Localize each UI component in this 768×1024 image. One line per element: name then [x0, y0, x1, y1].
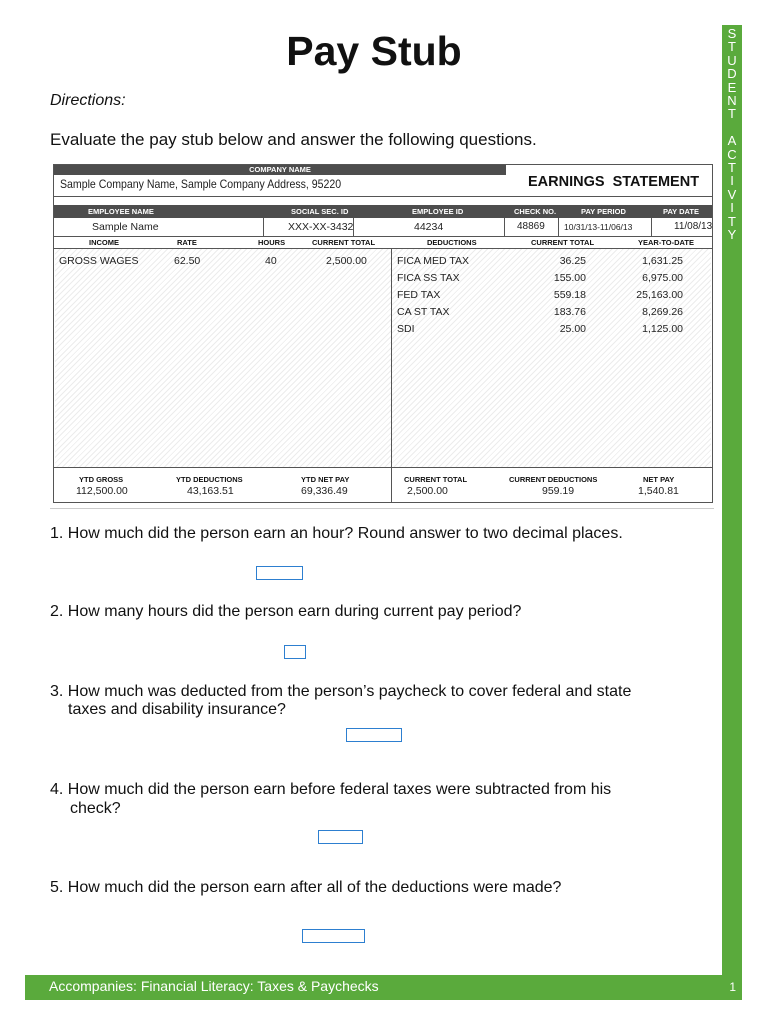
- check-no-header: CHECK NO.: [514, 207, 557, 216]
- deduction-name: CA ST TAX: [397, 306, 450, 318]
- deduction-ytd: 6,975.00: [642, 272, 683, 284]
- rate-header: RATE: [177, 238, 197, 247]
- deduction-ytd: 8,269.26: [642, 306, 683, 318]
- columns-header-row: [54, 237, 712, 248]
- pay-period-header: PAY PERIOD: [581, 207, 626, 216]
- ytd-deductions-label: YTD DEDUCTIONS: [176, 475, 243, 484]
- income-label: GROSS WAGES: [59, 255, 139, 267]
- divider: [50, 508, 714, 509]
- question-4-continued: check?: [70, 800, 121, 817]
- check-no-value: 48869: [517, 221, 545, 232]
- deductions-panel: [392, 249, 711, 467]
- current-deductions-value: 959.19: [542, 485, 575, 497]
- question-3-continued: taxes and disability insurance?: [68, 701, 286, 718]
- intro-text: Evaluate the pay stub below and answer the following questions.: [50, 130, 537, 149]
- deduction-current: 155.00: [553, 272, 586, 284]
- income-header: INCOME: [89, 238, 119, 247]
- net-pay-label: NET PAY: [643, 475, 675, 484]
- answer-box-5[interactable]: [302, 929, 365, 943]
- deduction-row: [392, 255, 711, 271]
- income-rate: 62.50: [174, 255, 201, 267]
- deductions-current-total-header: CURRENT TOTAL: [531, 238, 595, 247]
- pay-date-header: PAY DATE: [663, 207, 699, 216]
- deduction-name: FICA MED TAX: [397, 255, 469, 267]
- page-number: 1: [729, 980, 736, 994]
- current-deductions-label: CURRENT DEDUCTIONS: [509, 475, 598, 484]
- deduction-ytd: 1,631.25: [642, 255, 683, 267]
- ssn-value: XXX-XX-3432: [288, 221, 354, 233]
- deduction-name: FICA SS TAX: [397, 272, 460, 284]
- employee-id-value: 44234: [414, 221, 444, 233]
- page-title: Pay Stub: [286, 28, 462, 74]
- income-current-total-header: CURRENT TOTAL: [312, 238, 376, 247]
- deduction-ytd: 1,125.00: [642, 323, 683, 335]
- footer-text: Accompanies: Financial Literacy: Taxes & Paychecks: [49, 978, 379, 994]
- ytd-net-value: 69,336.49: [301, 485, 348, 497]
- employee-id-header: EMPLOYEE ID: [412, 207, 464, 216]
- answer-box-3[interactable]: [346, 728, 402, 742]
- income-panel: [55, 249, 391, 467]
- pay-period-value: 10/31/13-11/06/13: [564, 222, 633, 232]
- current-total-value: 2,500.00: [407, 485, 448, 497]
- net-pay-value: 1,540.81: [638, 485, 679, 497]
- deduction-row: [392, 289, 711, 305]
- company-name-value: Sample Company Name, Sample Company Address, 95220: [60, 177, 342, 191]
- company-name-header: COMPANY NAME: [54, 165, 506, 175]
- summary-row: [54, 468, 712, 502]
- question-5: 5. How much did the person earn after all of the deductions were made?: [50, 879, 562, 896]
- deduction-name: SDI: [397, 323, 415, 335]
- footer-bar: [25, 975, 742, 1000]
- answer-box-4[interactable]: [318, 830, 363, 844]
- ytd-net-label: YTD NET PAY: [301, 475, 350, 484]
- answer-box-1[interactable]: [256, 566, 303, 580]
- side-banner-label: S T U D E N T A C T I V I T Y: [727, 26, 737, 243]
- ytd-header: YEAR-TO-DATE: [638, 238, 694, 247]
- employee-header-bar: [54, 205, 712, 218]
- deduction-current: 559.18: [553, 289, 586, 301]
- deduction-current: 25.00: [559, 323, 586, 335]
- earnings-statement-title: EARNINGS STATEMENT: [528, 174, 700, 190]
- deduction-name: FED TAX: [397, 289, 441, 301]
- question-3: 3. How much was deducted from the person’s paycheck to cover federal and state: [50, 683, 632, 700]
- deduction-ytd: 25,163.00: [636, 289, 683, 301]
- income-hours: 40: [265, 255, 277, 267]
- ytd-gross-label: YTD GROSS: [79, 475, 124, 484]
- employee-values-row: [54, 218, 712, 236]
- deductions-header: DEDUCTIONS: [427, 238, 477, 247]
- ytd-gross-value: 112,500.00: [76, 485, 128, 497]
- current-total-label: CURRENT TOTAL: [404, 475, 468, 484]
- pay-stub: [53, 164, 713, 503]
- deduction-row: [392, 323, 711, 339]
- employee-name-header: EMPLOYEE NAME: [88, 207, 154, 216]
- directions-label: Directions:: [50, 92, 126, 109]
- employee-name-value: Sample Name: [92, 221, 159, 233]
- hours-header: HOURS: [258, 238, 286, 247]
- question-1: 1. How much did the person earn an hour? Round answer to two decimal places.: [50, 525, 623, 542]
- question-4: 4. How much did the person earn before federal taxes were subtracted from his: [50, 781, 612, 798]
- deduction-current: 183.76: [553, 306, 586, 318]
- deduction-row: [392, 306, 711, 322]
- answer-box-2[interactable]: [284, 645, 306, 659]
- income-current-total: 2,500.00: [326, 255, 367, 267]
- ssn-header: SOCIAL SEC. ID: [291, 207, 349, 216]
- question-2: 2. How many hours did the person earn during current pay period?: [50, 603, 522, 620]
- ytd-deductions-value: 43,163.51: [187, 485, 234, 497]
- pay-date-value: 11/08/13: [674, 221, 713, 232]
- deduction-row: [392, 272, 711, 288]
- deduction-current: 36.25: [559, 255, 586, 267]
